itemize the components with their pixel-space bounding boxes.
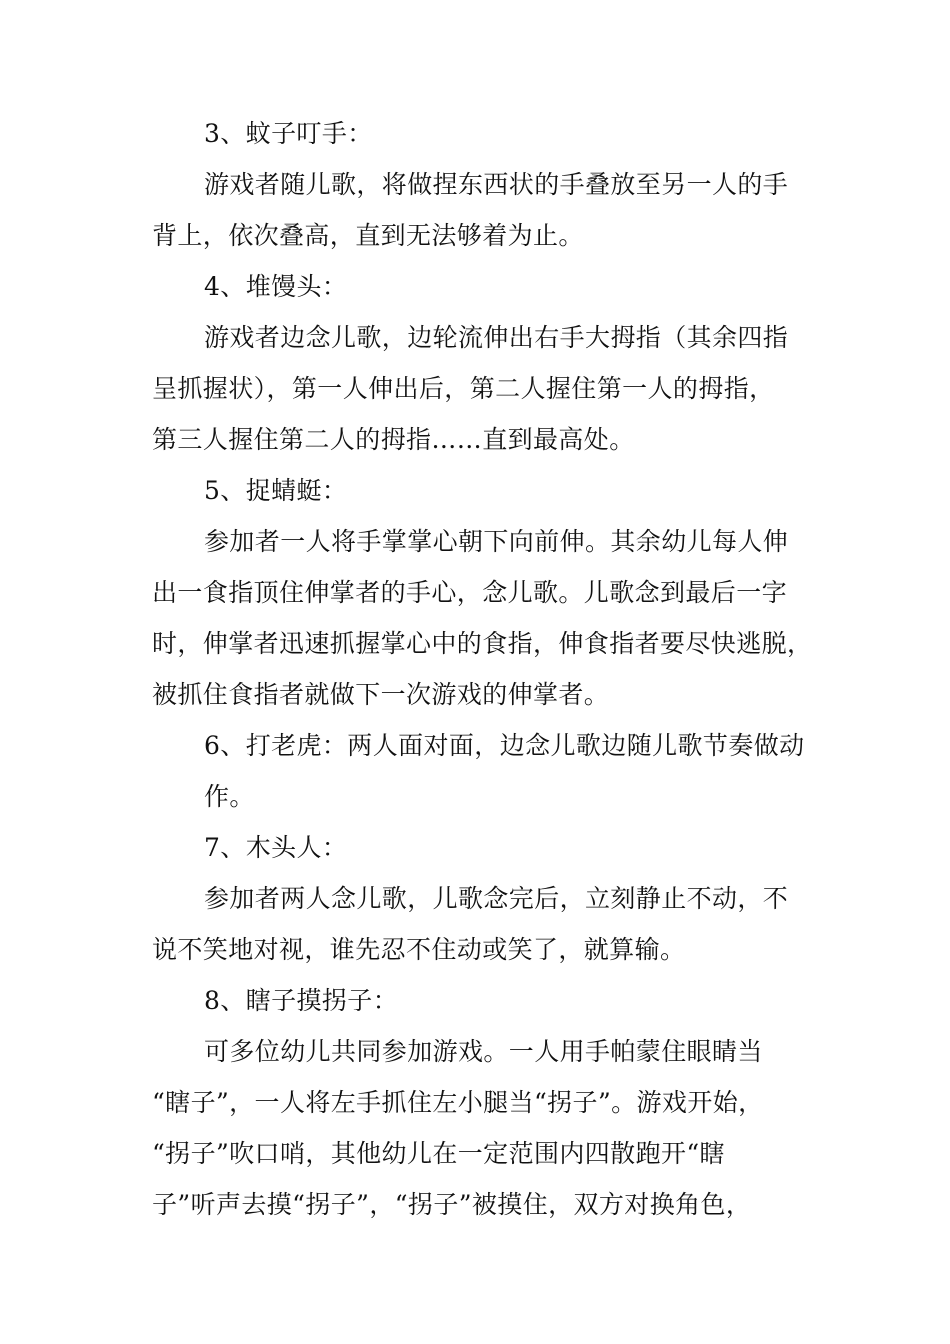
section-heading-3: 3、蚊子叮手：	[204, 119, 373, 148]
paragraph-line: 时，伸掌者迅速抓握掌心中的食指，伸食指者要尽快逃脱，	[152, 629, 813, 658]
section-heading-7: 7、木头人：	[204, 833, 348, 862]
section-heading-5: 5、捉蜻蜓：	[204, 476, 348, 505]
paragraph-line: 出一食指顶住伸掌者的手心，念儿歌。儿歌念到最后一字	[152, 578, 788, 607]
section-heading-4: 4、堆馒头：	[204, 272, 348, 301]
paragraph-line: “拐子”吹口哨，其他幼儿在一定范围内四散跑开“瞎	[152, 1139, 725, 1168]
paragraph-line: 作。	[204, 782, 255, 811]
paragraph-line: 可多位幼儿共同参加游戏。一人用手帕蒙住眼睛当	[204, 1037, 763, 1066]
paragraph-line: 子”听声去摸“拐子”，“拐子”被摸住，双方对换角色，	[152, 1190, 752, 1219]
paragraph-line: 说不笑地对视，谁先忍不住动或笑了，就算输。	[152, 935, 686, 964]
section-heading-6: 6、打老虎：两人面对面，边念儿歌边随儿歌节奏做动	[204, 731, 805, 760]
paragraph-line: 游戏者随儿歌，将做捏东西状的手叠放至另一人的手	[204, 170, 789, 199]
section-heading-8: 8、瞎子摸拐子：	[204, 986, 399, 1015]
paragraph-line: 参加者两人念儿歌，儿歌念完后，立刻静止不动，不	[204, 884, 789, 913]
paragraph-line: 背上，依次叠高，直到无法够着为止。	[152, 221, 584, 250]
document-body	[152, 108, 812, 1230]
paragraph-line: 被抓住食指者就做下一次游戏的伸掌者。	[152, 680, 610, 709]
paragraph-line: 第三人握住第二人的拇指……直到最高处。	[152, 425, 635, 454]
paragraph-line: 呈抓握状），第一人伸出后，第二人握住第一人的拇指，	[152, 374, 775, 403]
paragraph-line: 参加者一人将手掌掌心朝下向前伸。其余幼儿每人伸	[204, 527, 789, 556]
paragraph-line: 游戏者边念儿歌，边轮流伸出右手大拇指（其余四指	[204, 323, 789, 352]
paragraph-line: “瞎子”，一人将左手抓住左小腿当“拐子”。游戏开始，	[152, 1088, 764, 1117]
